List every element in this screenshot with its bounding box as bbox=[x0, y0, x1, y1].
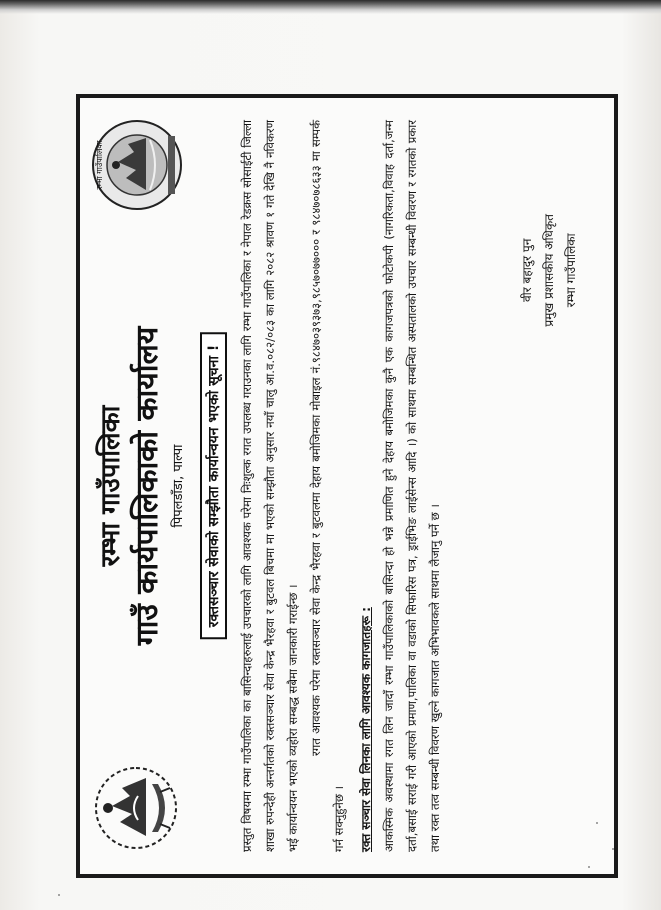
signatory-name: वीर बहादुर पुन bbox=[520, 238, 534, 303]
seal-ring-text: रम्भा गाउँपालिका bbox=[95, 140, 104, 190]
municipality-name: रम्भा गाउँपालिका bbox=[96, 405, 126, 567]
required-documents-heading: रक्त सञ्चार सेवा लिनका लागि आवश्यक कागजातहरू : bbox=[359, 607, 373, 852]
notice-paragraph-1: प्रस्तुत विषयमा रम्भा गाउँपालिका का बासिन्दाहरुलाई उपचारको लागि आवश्यक परेमा निःशुल्क रगत उपलब्ध गराउनका लागि रम्भा गाउँपालिका र नेपाल रेडक्रस सोसाईटी जिल्ला शाखा रुपन्देही अन्तर्गतको रक्तसञ्चार सेवा केन्द्र भैरहवा र बुटवल बिचमा मा भएको सम्झौता अनुसार नयाँ चालु आ.व.०८२/०८३ का लागि २०८२ श्रावण १ गते देखि नै नविकरण भई कार्यान्वयन भएको व्यहोरा सम्बद्ध सबैमा जानकारी गराईन्छ । bbox=[240, 120, 300, 852]
scan-speck bbox=[58, 894, 60, 896]
signature-block bbox=[516, 214, 582, 327]
notice-subject: रक्तसञ्चार सेवाको सम्झौता कार्यान्वयन भएको सूचना ! bbox=[200, 333, 227, 640]
notice-paragraph-2: रगत आवश्यक परेमा रक्तसञ्चार सेवा केन्द्र भैरहवा र बुटवलमा देहाय बमोजिमका मोबाइल नं.९८४७०३९३७३,९८५७०७७००० र ९८४७०७८६३३ मा सम्पर्क गर्न सक्नुहुनेछ । bbox=[309, 120, 346, 852]
notice-paragraph-3: आकस्मिक अवस्थामा रगत लिन जादाँ रम्भा गाउँपालिकाको बासिन्दा हो भन्ने प्रमाणित हुने देहाय बमोजिमका कुनै एक कागजपत्रको फोटोकपी (नागरिकता,विवाह दर्ता,जन्म दर्ता,बसाई सराई गरी आएको प्रमाण,पालिका वा वडाको सिफारिस पत्र, ड्राईभिङ लाईसेन्स आदि ।) को साथमा सम्बन्धित अस्पतालको उपचार सम्बन्धी विवरण र रगतको प्रकार तथा रक्त तत्व सम्बन्धी विवरण खुल्ने कागजात अभिभावकले साथमा लैजानु पर्ने छ । bbox=[382, 120, 442, 852]
nepal-emblem-logo bbox=[90, 762, 182, 854]
scan-speck bbox=[612, 848, 614, 850]
scan-speck bbox=[588, 866, 590, 868]
rambha-municipality-seal-logo bbox=[88, 116, 186, 214]
office-location: पिपलडाँडा, पाल्पा bbox=[171, 444, 186, 528]
signatory-office: रम्भा गाउँपालिका bbox=[564, 233, 578, 308]
scan-speck bbox=[596, 822, 598, 824]
notice-body bbox=[236, 120, 447, 852]
rotated-notice-document bbox=[76, 94, 618, 878]
signatory-title: प्रमुख प्रशासकीय अधिकृत bbox=[542, 214, 556, 327]
scan-top-shadow bbox=[0, 0, 661, 14]
office-title: गाउँ कार्यपालिकाको कार्यालय bbox=[130, 326, 165, 646]
letterhead bbox=[94, 244, 190, 728]
